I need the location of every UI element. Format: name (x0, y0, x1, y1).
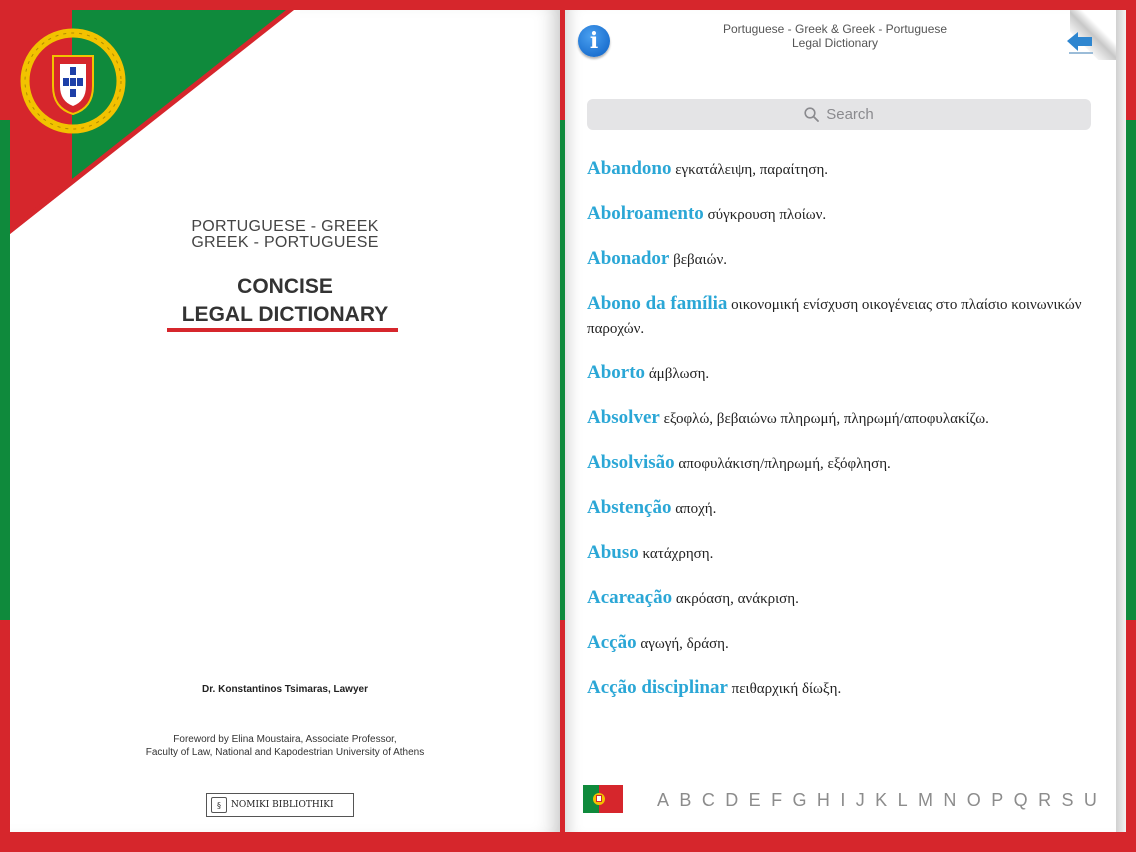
alphabet-letter[interactable]: O (966, 790, 981, 810)
cover-title-1: CONCISE (237, 275, 333, 298)
alphabet-index (657, 790, 1097, 811)
alphabet-letter[interactable]: D (725, 790, 739, 810)
alphabet-letter[interactable]: K (875, 790, 888, 810)
entry-definition: βεβαιών. (673, 252, 727, 268)
dictionary-entry[interactable] (587, 676, 1107, 701)
publisher-logo (206, 793, 354, 817)
entry-definition: οικονομική ενίσχυση οικογένειας στο πλαίσιο κοινωνικών παροχών. (587, 297, 1082, 337)
entry-term[interactable]: Acção (587, 632, 637, 653)
info-icon[interactable]: i (578, 25, 610, 57)
dictionary-entry[interactable] (587, 247, 1107, 272)
dictionary-entry[interactable] (587, 157, 1107, 182)
page-edge (1116, 10, 1126, 832)
header-title-line-2: Legal Dictionary (791, 36, 879, 50)
entry-term[interactable]: Abono da família (587, 293, 728, 314)
entry-term[interactable]: Abolroamento (587, 203, 704, 224)
alphabet-letter[interactable]: Q (1013, 790, 1028, 810)
alphabet-letter[interactable]: R (1038, 790, 1052, 810)
cover-subtitle-2: GREEK - PORTUGUESE (191, 234, 379, 251)
alphabet-letter[interactable]: H (816, 790, 830, 810)
header-title-line-1: Portuguese - Greek & Greek - Portuguese (722, 22, 948, 36)
alphabet-letter[interactable]: F (771, 790, 783, 810)
entry-list (587, 157, 1107, 762)
entry-definition: πειθαρχική δίωξη. (731, 681, 842, 697)
portugal-flag-icon[interactable] (583, 785, 623, 813)
publisher-name: NOMIKI BIBLIOTHIKI (231, 800, 334, 810)
entry-term[interactable]: Absolver (587, 407, 660, 428)
dictionary-entry[interactable] (587, 292, 1107, 341)
alphabet-letter[interactable]: A (657, 790, 670, 810)
back-arrow-icon[interactable] (1065, 30, 1095, 56)
entry-definition: σύγκρουση πλοίων. (707, 207, 827, 223)
cover-subtitle-1: PORTUGUESE - GREEK (191, 218, 379, 235)
coat-of-arms-icon (20, 28, 126, 134)
dictionary-entry[interactable] (587, 586, 1107, 611)
alphabet-letter[interactable]: J (855, 790, 865, 810)
entry-term[interactable]: Aborto (587, 362, 646, 383)
dictionary-entry[interactable] (587, 541, 1107, 566)
dictionary-entry[interactable] (587, 451, 1107, 476)
alphabet-letter[interactable]: C (701, 790, 715, 810)
foreword-line-1: Foreword by Elina Moustaira, Associate Professor, (173, 734, 397, 745)
alphabet-letter[interactable]: G (792, 790, 807, 810)
dictionary-entry[interactable] (587, 202, 1107, 227)
entry-definition: εγκατάλειψη, παραίτηση. (675, 162, 829, 178)
alphabet-letter[interactable]: P (991, 790, 1004, 810)
entry-term[interactable]: Abstenção (587, 497, 672, 518)
publisher-emblem-icon: § (211, 797, 227, 813)
dictionary-page (565, 10, 1116, 832)
cover-page (10, 10, 560, 832)
foreword (10, 733, 560, 759)
alphabet-letter[interactable]: I (840, 790, 846, 810)
title-underline (167, 328, 398, 332)
entry-definition: άμβλωση. (648, 366, 710, 382)
alphabet-letter[interactable]: E (748, 790, 761, 810)
alphabet-letter[interactable]: M (917, 790, 933, 810)
entry-term[interactable]: Abandono (587, 158, 672, 179)
header-title (685, 22, 985, 50)
entry-term[interactable]: Abonador (587, 248, 670, 269)
search-icon (804, 107, 819, 122)
alphabet-letter[interactable]: B (679, 790, 692, 810)
entry-term[interactable]: Abuso (587, 542, 639, 563)
entry-definition: αγωγή, δράση. (640, 636, 729, 652)
entry-definition: ακρόαση, ανάκριση. (675, 591, 799, 607)
foreword-line-2: Faculty of Law, National and Kapodestrian University of Athens (145, 747, 425, 758)
entry-definition: εξοφλώ, βεβαιώνω πληρωμή, πληρωμή/αποφυλακίζω. (663, 411, 989, 427)
entry-definition: αποχή. (675, 501, 717, 517)
alphabet-letter[interactable]: L (897, 790, 908, 810)
alphabet-letter[interactable]: U (1083, 790, 1097, 810)
cover-title-2: LEGAL DICTIONARY (181, 303, 389, 326)
alphabet-letter[interactable]: N (943, 790, 957, 810)
entry-term[interactable]: Absolvisão (587, 452, 675, 473)
entry-term[interactable]: Acção disciplinar (587, 677, 728, 698)
search-placeholder: Search (826, 106, 874, 123)
dictionary-entry[interactable] (587, 631, 1107, 656)
dictionary-entry[interactable] (587, 361, 1107, 386)
entry-term[interactable]: Acareação (587, 587, 673, 608)
author: Dr. Konstantinos Tsimaras, Lawyer (202, 684, 368, 695)
dictionary-entry[interactable] (587, 496, 1107, 521)
dictionary-entry[interactable] (587, 406, 1107, 431)
entry-definition: αποφυλάκιση/πληρωμή, εξόφληση. (678, 456, 891, 472)
search-input[interactable] (587, 99, 1091, 130)
alphabet-letter[interactable]: S (1061, 790, 1074, 810)
entry-definition: κατάχρηση. (642, 546, 714, 562)
